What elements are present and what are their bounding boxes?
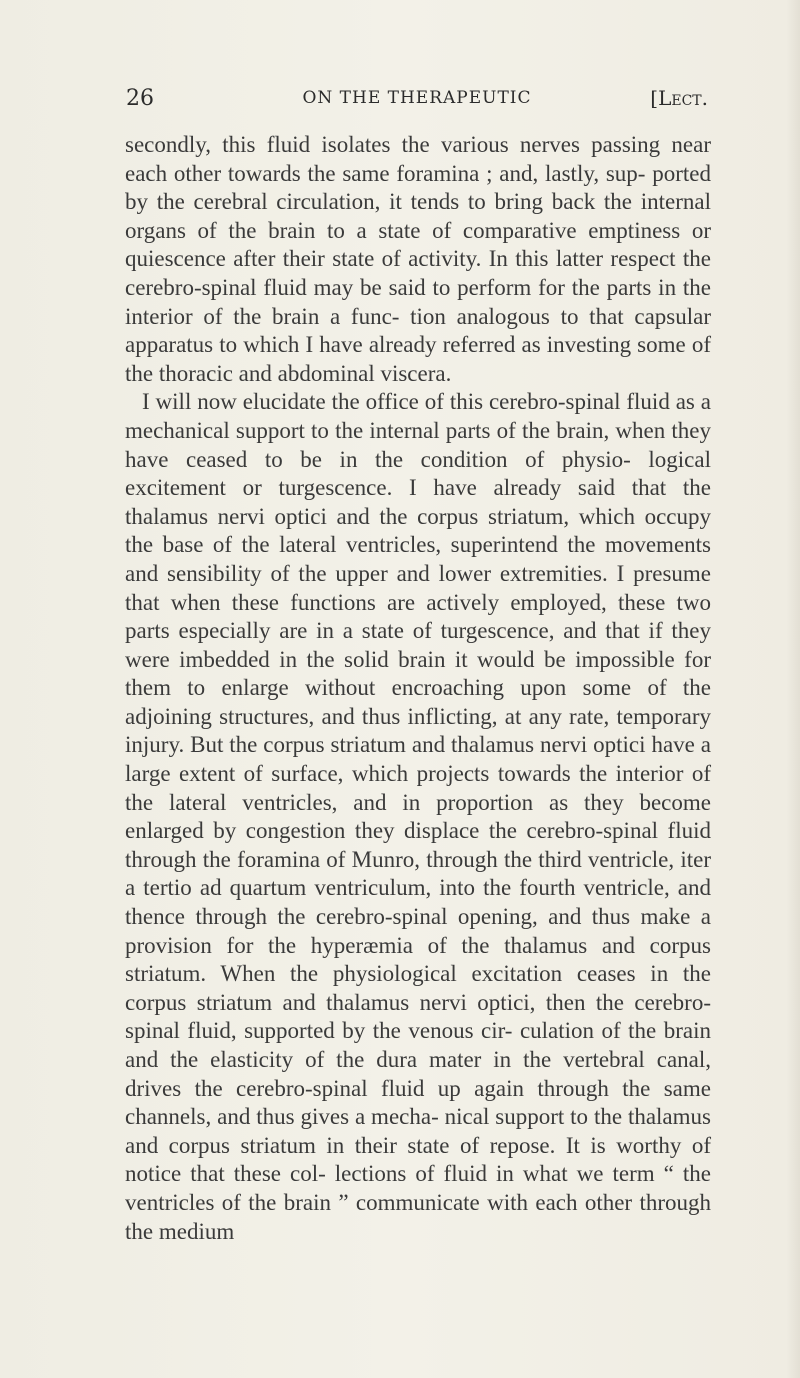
- section-label: [Lect.: [650, 86, 708, 110]
- body-text: [125, 131, 711, 1246]
- page-number: 26: [126, 86, 154, 111]
- running-head: [126, 86, 708, 116]
- paragraph-1: secondly, this fluid isolates the various nerves passing near each other towards the same foramina ; and, lastly, sup- ported by the cerebral circulation, it tends to bring back the internal organs of the brain to a state of comparative emptiness or quiescence after their state of activity. In this latter respect the cerebro-spinal fluid may be said to perform for the parts in the interior of the brain a func- tion analogous to that capsular apparatus to which I have already referred as investing some of the thoracic and abdominal viscera.: [125, 132, 711, 386]
- page-edge-shadow: [786, 0, 800, 1378]
- paragraph-2: I will now elucidate the office of this cerebro-spinal fluid as a mechanical support to the internal parts of the brain, when they have ceased to be in the condition of physio- logical excitement or turgescence. I have already said that the thalamus nervi optici and the corpus striatum, which occupy the base of the lateral ventricles, superintend the movements and sensibility of the upper and lower extremities. I presume that when these functions are actively employed, these two parts especially are in a state of turgescence, and that if they were imbedded in the solid brain it would be impossible for them to enlarge without encroaching upon some of the adjoining structures, and thus inflicting, at any rate, temporary injury. But the corpus striatum and thalamus nervi optici have a large extent of surface, which projects towards the interior of the lateral ventricles, and in proportion as they become enlarged by congestion they displace the cerebro-spinal fluid through the foramina of Munro, through the third ventricle, iter a tertio ad quartum ventriculum, into the fourth ventricle, and thence through the cerebro-spinal opening, and thus make a provision for the hyperæmia of the thalamus and corpus striatum. When the physiological excitation ceases in the corpus striatum and thalamus nervi optici, then the cerebro-spinal fluid, supported by the venous cir- culation of the brain and the elasticity of the dura mater in the vertebral canal, drives the cerebro-spinal fluid up again through the same channels, and thus gives a mecha- nical support to the thalamus and corpus striatum in their state of repose. It is worthy of notice that these col- lections of fluid in what we term “ the ventricles of the brain ” communicate with each other through the medium: [125, 389, 711, 1244]
- running-title: ON THE THERAPEUTIC: [302, 88, 532, 108]
